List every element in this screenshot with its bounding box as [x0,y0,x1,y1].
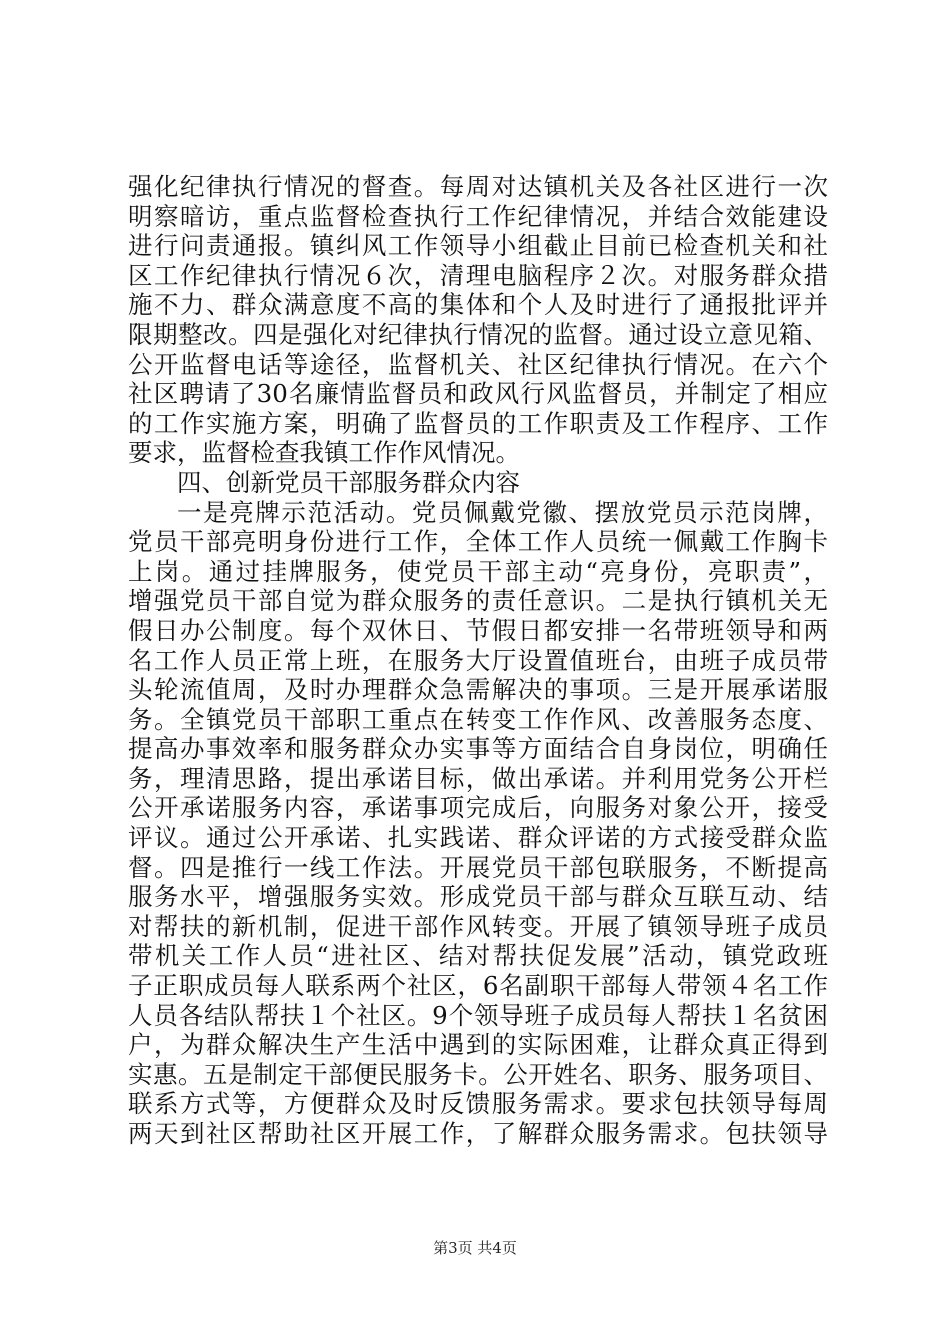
text-line: 提高办事效率和服务群众办实事等方面结合自身岗位，明确任 [128,734,828,764]
page-number-footer: 第3页 共4页 [433,1239,517,1257]
text-line: 务，理清思路，提出承诺目标，做出承诺。并利用党务公开栏 [128,763,828,793]
text-line: 假日办公制度。每个双休日、节假日都安排一名带班领导和两 [128,615,828,645]
text-line: 的工作实施方案，明确了监督员的工作职责及工作程序、工作 [128,408,828,438]
text-line: 子正职成员每人联系两个社区，6名副职干部每人带领４名工作 [128,971,828,1001]
text-line: 名工作人员正常上班，在服务大厅设置值班台，由班子成员带 [128,645,828,675]
text-line: 务。全镇党员干部职工重点在转变工作作风、改善服务态度、 [128,704,828,734]
text-line: 户，为群众解决生产生活中遇到的实际困难，让群众真正得到 [128,1030,828,1060]
text-line: 带机关工作人员“进社区、结对帮扶促发展”活动，镇党政班 [128,941,828,971]
text-line: 两天到社区帮助社区开展工作，了解群众服务需求。包扶领导 [128,1119,828,1148]
text-line: 强化纪律执行情况的督查。每周对达镇机关及各社区进行一次 [128,172,828,201]
text-line: 实惠。五是制定干部便民服务卡。公开姓名、职务、服务项目、 [128,1059,828,1089]
text-line: 服务水平，增强服务实效。形成党员干部与群众互联互动、结 [128,882,828,912]
section-heading: 四、创新党员干部服务群众内容 [177,467,520,497]
text-line: 限期整改。四是强化对纪律执行情况的监督。通过设立意见箱、 [128,319,828,349]
text-line: 联系方式等，方便群众及时反馈服务需求。要求包扶领导每周 [128,1089,828,1119]
text-line: 公开监督电话等途径，监督机关、社区纪律执行情况。在六个 [128,349,828,379]
text-line: 社区聘请了30名廉情监督员和政风行风监督员，并制定了相应 [128,379,828,409]
text-line: 增强党员干部自觉为群众服务的责任意识。二是执行镇机关无 [128,586,828,616]
text-line: 区工作纪律执行情况６次，清理电脑程序２次。对服务群众措 [128,260,828,290]
text-line: 进行问责通报。镇纠风工作领导小组截止目前已检查机关和社 [128,231,828,261]
text-line: 施不力、群众满意度不高的集体和个人及时进行了通报批评并 [128,290,828,320]
text-line: 人员各结队帮扶１个社区。9个领导班子成员每人帮扶１名贫困 [128,1000,828,1030]
text-line: 党员干部亮明身份进行工作，全体工作人员统一佩戴工作胸卡 [128,527,828,557]
body-text [128,172,828,1149]
text-line: 明察暗访，重点监督检查执行工作纪律情况，并结合效能建设 [128,201,828,231]
text-line: 要求，监督检查我镇工作作风情况。 [128,438,520,468]
text-line: 上岗。通过挂牌服务，使党员干部主动“亮身份，亮职责”， [128,556,828,586]
text-line: 公开承诺服务内容，承诺事项完成后，向服务对象公开，接受 [128,793,828,823]
text-line: 督。四是推行一线工作法。开展党员干部包联服务，不断提高 [128,852,828,882]
text-line: 评议。通过公开承诺、扎实践诺、群众评诺的方式接受群众监 [128,823,828,853]
text-line: 一是亮牌示范活动。党员佩戴党徽、摆放党员示范岗牌， [177,497,828,527]
text-line: 对帮扶的新机制，促进干部作风转变。开展了镇领导班子成员 [128,911,828,941]
text-line: 头轮流值周，及时办理群众急需解决的事项。三是开展承诺服 [128,675,828,705]
